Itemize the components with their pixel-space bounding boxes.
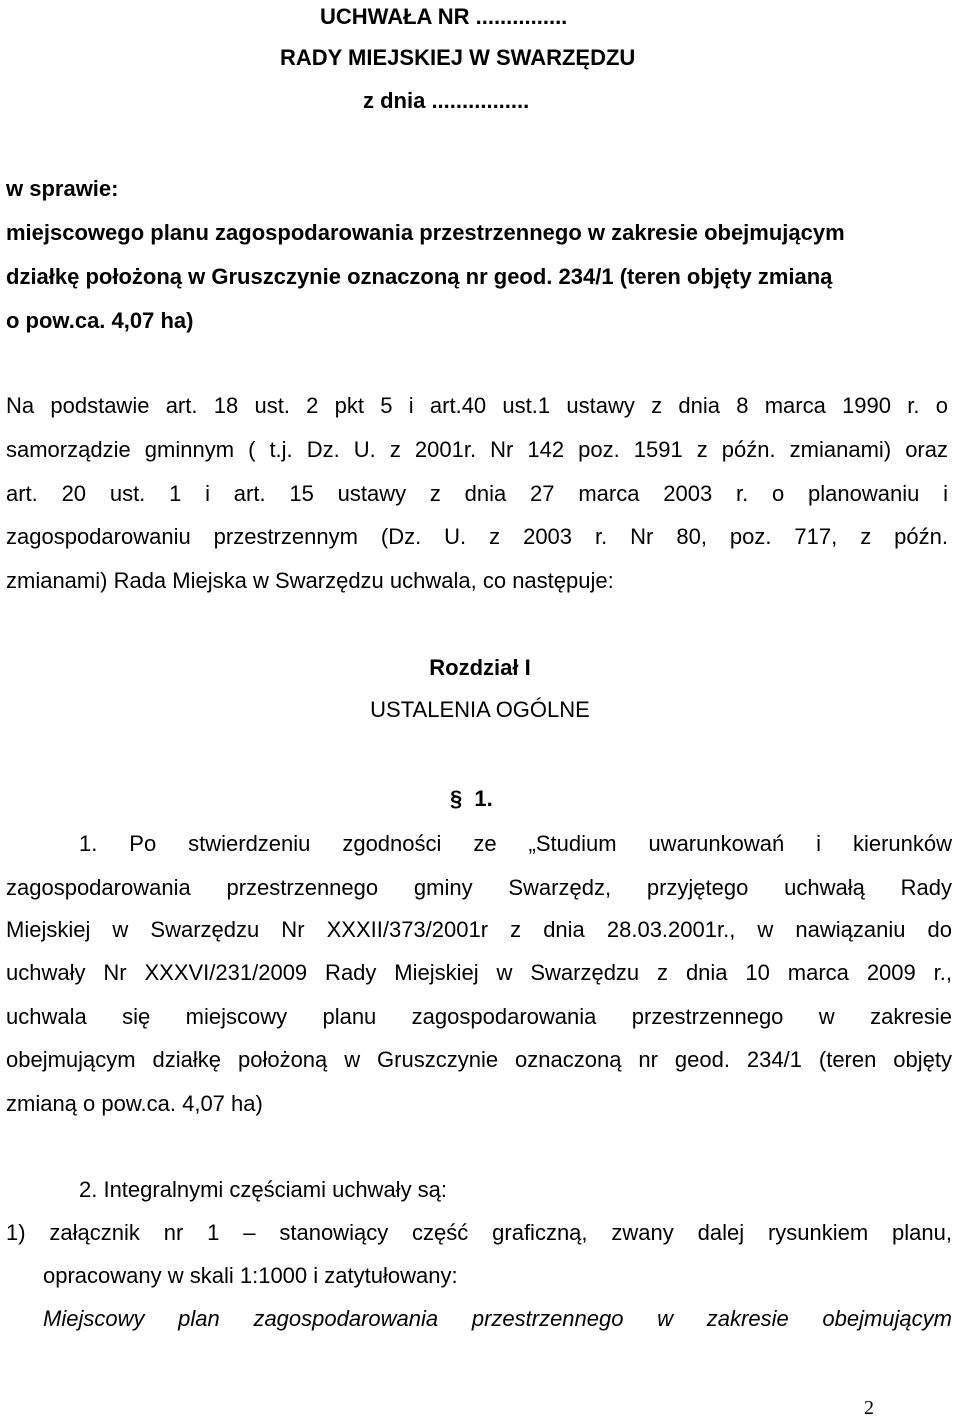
paragraph-line: obejmującym działkę położoną w Gruszczynie oznaczoną nr geod. 234/1 (teren objęty [6,1047,952,1072]
subject-line: działkę położoną w Gruszczynie oznaczoną nr geod. 234/1 (teren objęty zmianą [6,264,833,289]
legal-basis-line: art. 20 ust. 1 i art. 15 ustawy z dnia 27 marca 2003 r. o planowaniu i [6,481,948,506]
list-item-line: 1) załącznik nr 1 – stanowiący część graficzną, zwany dalej rysunkiem planu, [6,1220,952,1245]
section-heading [450,786,493,812]
chapter-subtitle: USTALENIA OGÓLNE [370,697,590,722]
chapter-title: Rozdział I [429,655,531,680]
legal-basis-line: Na podstawie art. 18 ust. 2 pkt 5 i art.40 ust.1 ustawy z dnia 8 marca 1990 r. o [6,393,948,418]
legal-basis-line: zmianami) Rada Miejska w Swarzędzu uchwala, co następuje: [6,568,614,593]
paragraph-2: 2. Integralnymi częściami uchwały są: [79,1177,448,1202]
legal-basis-line: zagospodarowaniu przestrzennym (Dz. U. z 2003 r. Nr 80, poz. 717, z późn. [6,524,948,549]
resolution-date: z dnia ................ [363,88,530,113]
section-number: 1. [474,786,493,811]
paragraph-line: uchwały Nr XXXVI/231/2009 Rady Miejskiej w Swarzędzu z dnia 10 marca 2009 r., [6,960,952,985]
section-symbol: § [450,786,463,811]
list-item-line: opracowany w skali 1:1000 i zatytułowany: [43,1263,458,1288]
council-name: RADY MIEJSKIEJ W SWARZĘDZU [280,45,636,70]
paragraph-line: Miejskiej w Swarzędzu Nr XXXII/373/2001r z dnia 28.03.2001r., w nawiązaniu do [6,917,952,942]
subject-label: w sprawie: [6,176,119,201]
legal-basis-line: samorządzie gminnym ( t.j. Dz. U. z 2001r. Nr 142 poz. 1591 z późn. zmianami) oraz [6,437,948,462]
resolution-number: UCHWAŁA NR ............... [320,4,568,29]
paragraph-line: uchwala się miejscowy planu zagospodarowania przestrzennego w zakresie [6,1004,952,1029]
page-number: 2 [864,1397,874,1419]
plan-title-line: Miejscowy plan zagospodarowania przestrzennego w zakresie obejmującym [43,1306,952,1331]
paragraph-line: zmianą o pow.ca. 4,07 ha) [6,1091,263,1116]
paragraph-line: zagospodarowania przestrzennego gminy Swarzędz, przyjętego uchwałą Rady [6,875,952,900]
subject-line: o pow.ca. 4,07 ha) [6,308,194,333]
subject-line: miejscowego planu zagospodarowania przestrzennego w zakresie obejmującym [6,220,845,245]
paragraph-line: 1. Po stwierdzeniu zgodności ze „Studium uwarunkowań i kierunków [79,831,952,856]
